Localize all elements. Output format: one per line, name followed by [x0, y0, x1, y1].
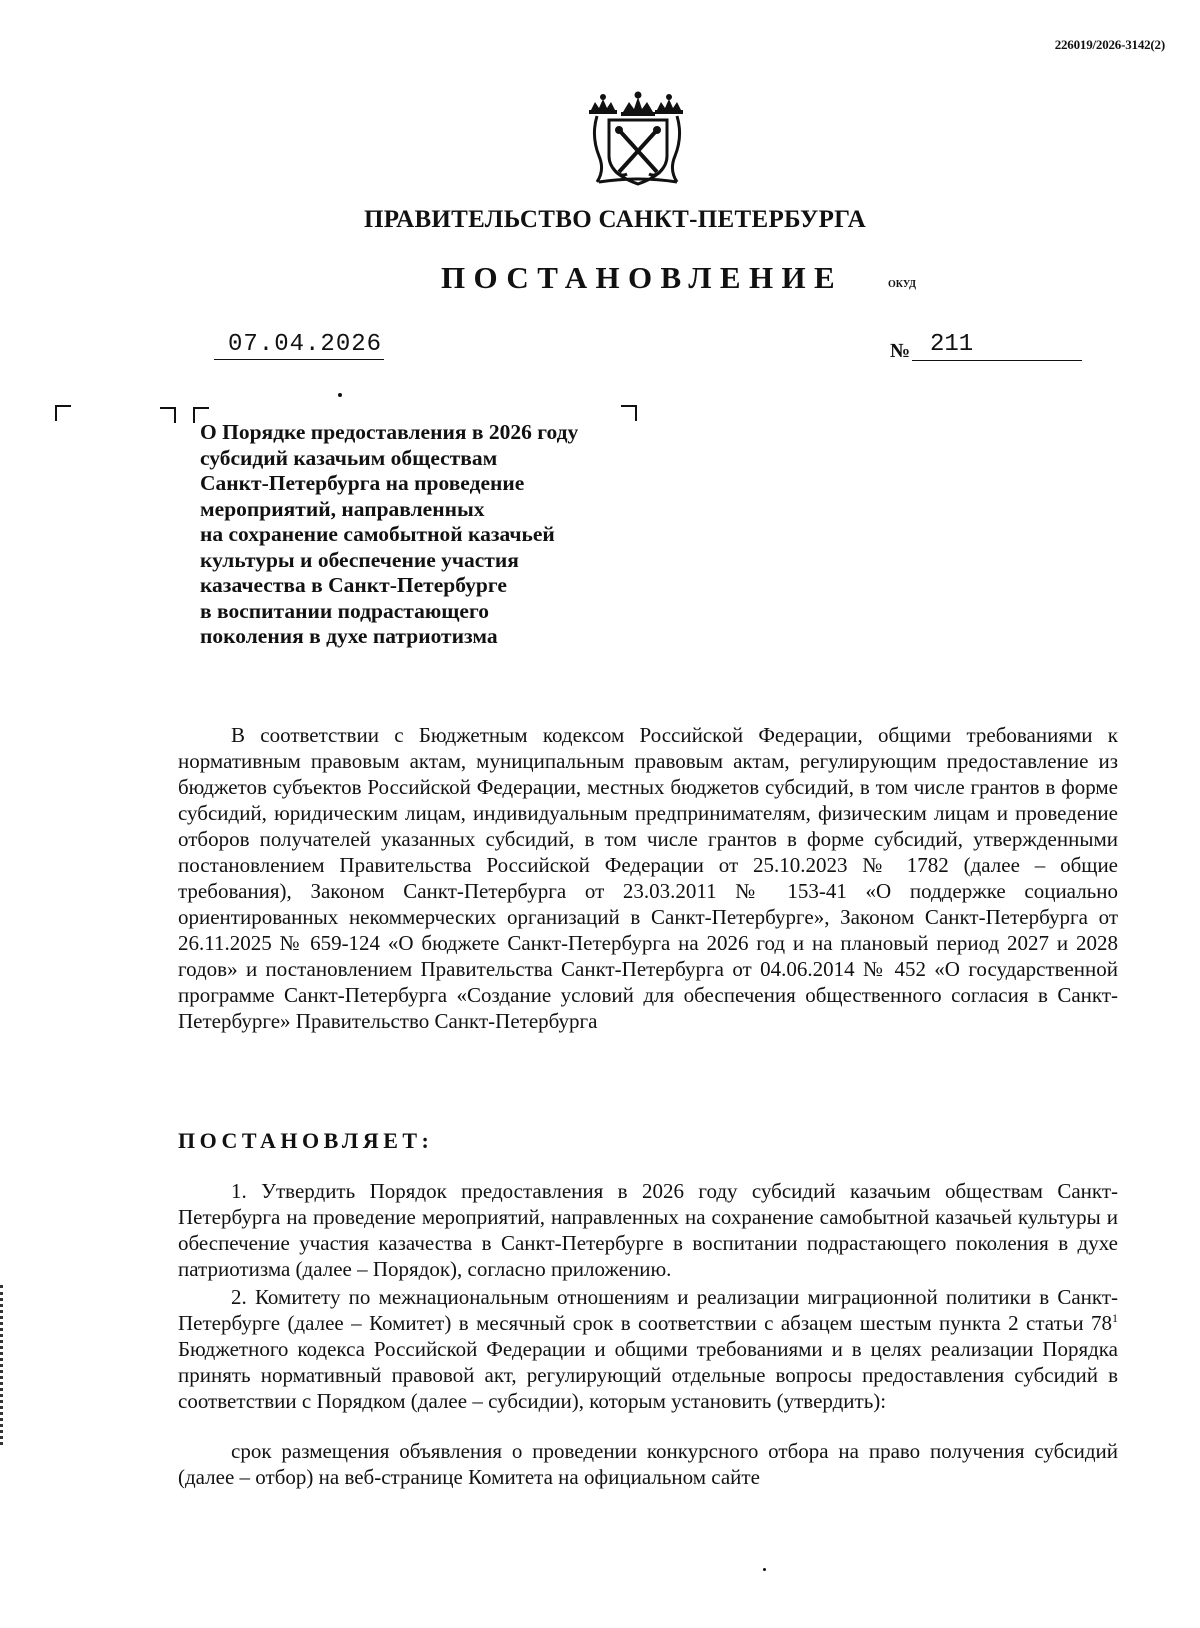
government-title: ПРАВИТЕЛЬСТВО САНКТ-ПЕТЕРБУРГА: [363, 206, 867, 233]
document-type: ПОСТАНОВЛЕНИЕ: [441, 260, 844, 295]
corner-mark-subject-left: [160, 407, 176, 423]
ink-dot-bottom: [763, 1568, 766, 1571]
subject-line: в воспитании подрастающего: [200, 598, 489, 623]
preamble-paragraph: В соответствии с Бюджетным кодексом Российской Федерации, общими требованиями к нормативным правовым актам, муниципальным правовым актам, регулирующим предоставление из бюджетов субъектов Российской Федерации, местных бюджетов субсидий, в том числе грантов в форме субсидий, юридическим лицам, индивидуальным предпринимателям, физическим лицам и проведение отборов получателей указанных субсидий, в том числе грантов в форме субсидий, утвержденными постановлением Правительства Российской Федерации от 25.10.2023 № 1782 (далее – общие требования), Законом Санкт-Петербурга от 23.03.2011 № 153-41 «О поддержке социально ориентированных некоммерческих организаций в Санкт-Петербурге», Законом Санкт-Петербурга от 26.11.2025 № 659-124 «О бюджете Санкт-Петербурга на 2026 год и на плановый период 2027 и 2028 годов» и постановлением Правительства Санкт-Петербурга от 04.06.2014 № 452 «О государственной программе Санкт-Петербурга «Создание условий для обеспечения общественного согласия в Санкт-Петербурге» Правительство Санкт-Петербурга: [178, 723, 1118, 1033]
subject-line: поколения в духе патриотизма: [200, 624, 498, 648]
item-2-text-start: 2. Комитету по межнациональным отношениям и реализации миграционной политики в Санкт-Петербурге (далее – Комитет) в месячный срок в соответствии с абзацем шестым пункта 2 статьи 78: [178, 1285, 1118, 1335]
corner-mark-left: [55, 405, 71, 421]
item-3-paragraph: срок размещения объявления о проведении конкурсного отбора на право получения субсидий (далее – отбор) на веб-странице Комитета на официальном сайте: [178, 1439, 1118, 1489]
subject-line: казачества в Санкт-Петербурге: [200, 573, 507, 597]
item-2-text-end: Бюджетного кодекса Российской Федерации и общими требованиями и в целях реализации Порядка принять нормативный правовой акт, регулирующий отдельные вопросы предоставления субсидий в соответствии с Порядком (далее – субсидии), которым установить (утвердить):: [178, 1337, 1118, 1413]
document-date: 07.04.2026: [214, 330, 384, 360]
subject-line: субсидий казачьим обществам: [200, 445, 498, 470]
ink-dot: [338, 393, 342, 397]
item-2-paragraph: [178, 1284, 1118, 1414]
subject-line: Санкт-Петербурга на проведение: [200, 471, 525, 495]
subject-line: О Порядке предоставления в 2026 году: [200, 420, 579, 444]
scan-edge-mark: [0, 1285, 6, 1445]
item-2-superscript: 1: [1112, 1311, 1118, 1325]
okud-label: ОКУД: [888, 279, 917, 290]
document-code: 226019/2026-3142(2): [1054, 37, 1165, 52]
corner-mark-subject-end: [621, 405, 637, 421]
subject-line: на сохранение самобытной казачьей: [200, 522, 555, 546]
document-subject: [200, 420, 640, 650]
number-sign: №: [890, 340, 911, 362]
spb-coat-of-arms-icon: [585, 90, 690, 192]
subject-line: культуры и обеспечение участия: [200, 547, 519, 572]
document-number: 211: [930, 331, 974, 358]
resolves-heading: ПОСТАНОВЛЯЕТ:: [178, 1128, 434, 1153]
item-1-paragraph: 1. Утвердить Порядок предоставления в 2026 году субсидий казачьим обществам Санкт-Петербурга на проведение мероприятий, направленных на сохранение самобытной казачьей культуры и обеспечение участия казачества в Санкт-Петербурге в воспитании подрастающего поколения в духе патриотизма (далее – Порядок), согласно приложению.: [178, 1179, 1118, 1281]
subject-line: мероприятий, направленных: [200, 496, 485, 521]
